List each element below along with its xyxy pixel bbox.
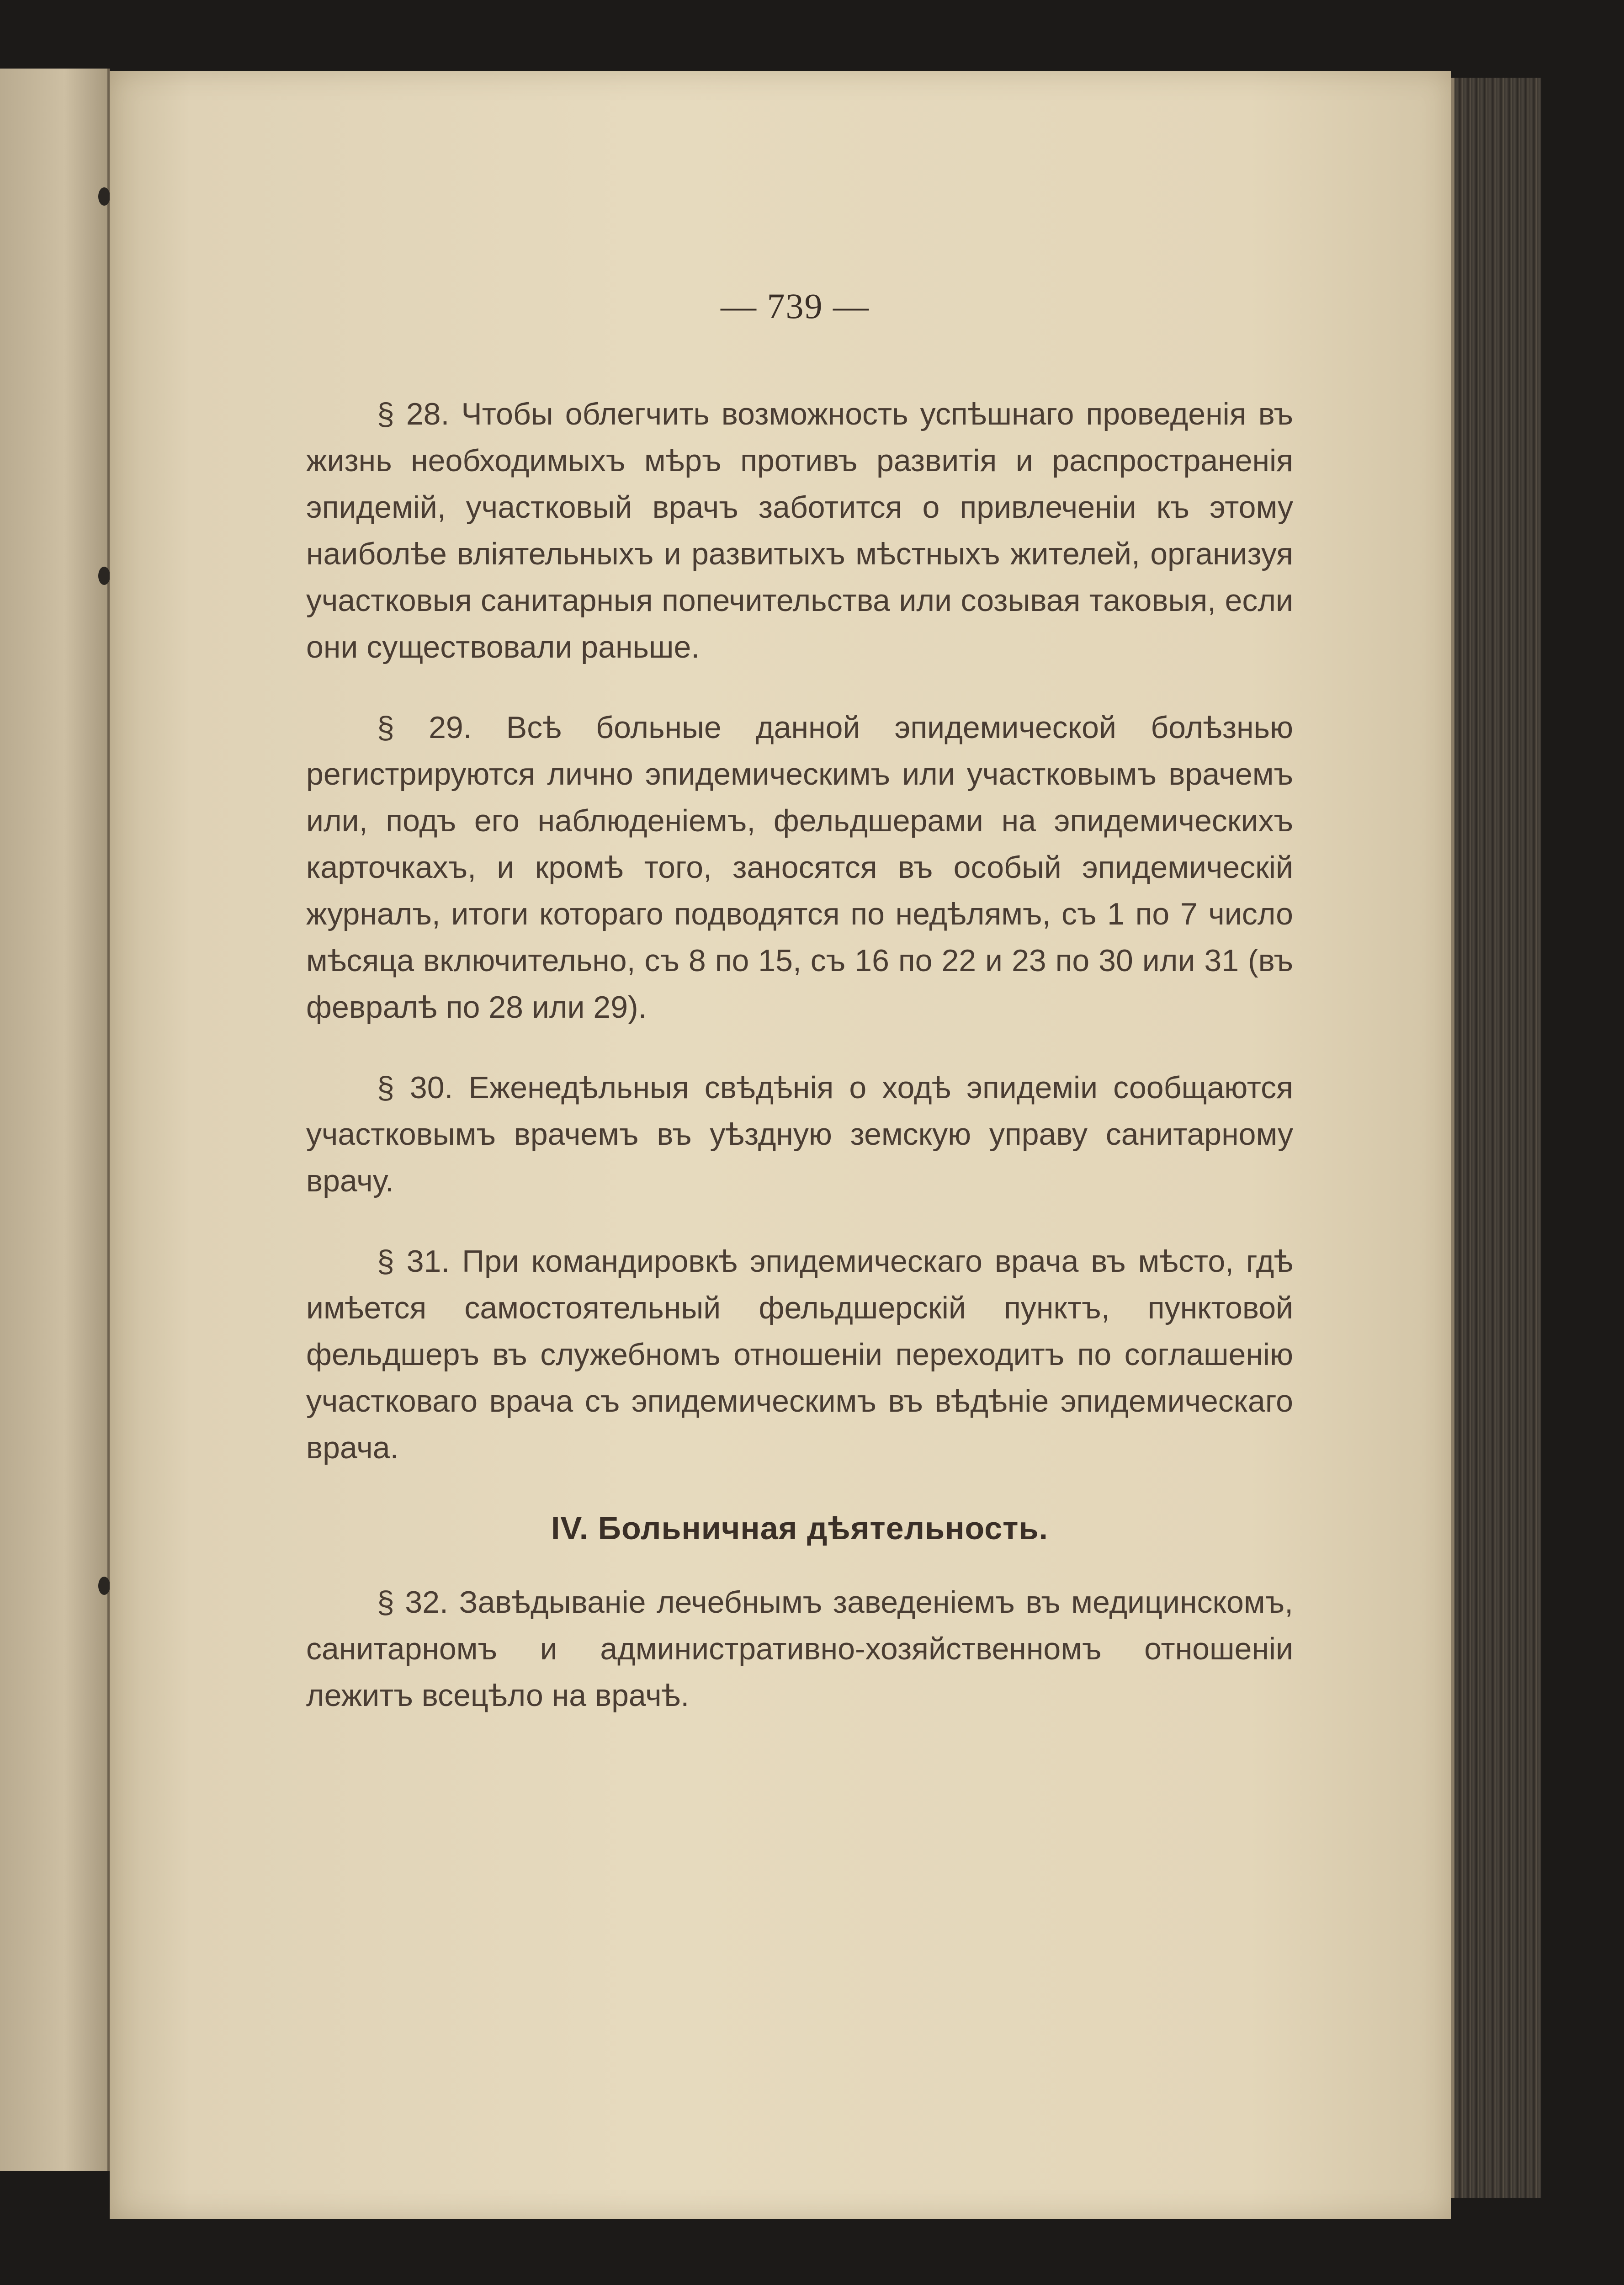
book-page — [110, 71, 1451, 2219]
page-edge-mark — [98, 1577, 110, 1595]
paragraph-32: § 32. Завѣдываніе лечебнымъ заведеніемъ въ медицинскомъ, санитарномъ и административно-хозяйственномъ отношеніи лежитъ всецѣло на врачѣ. — [306, 1585, 1293, 1713]
page-edge-mark — [98, 187, 110, 206]
previous-page-edge — [0, 69, 110, 2171]
page-number: — 739 — — [721, 286, 870, 326]
paragraph-29: § 29. Всѣ больные данной эпидемической болѣзнью регистрируются лично эпидемическимъ или участковымъ врачемъ или, подъ его наблюденіемъ, фельдшерами на эпидемическихъ карточкахъ, и кромѣ того, заносятся въ особый эпидемическій журналъ, итоги котораго подводятся по недѣлямъ, съ 1 по 7 число мѣсяца включительно, съ 8 по 15, съ 16 по 22 и 23 по 30 или 31 (въ февралѣ по 28 или 29). — [306, 710, 1293, 1025]
page-text — [306, 391, 1293, 1753]
book-page-edges — [1451, 78, 1541, 2198]
page-edge-mark — [98, 567, 110, 585]
paragraph-28: § 28. Чтобы облегчить возможность успѣшнаго проведенія въ жизнь необходимыхъ мѣръ противъ развитія и распространенія эпидемій, участковый врачъ заботится о привлеченіи къ этому наиболѣе вліятельныхъ и развитыхъ мѣстныхъ жителей, организуя участковыя санитарныя попечительства или созывая таковыя, если они существовали раньше. — [306, 397, 1293, 664]
paragraph-30: § 30. Еженедѣльныя свѣдѣнія о ходѣ эпидеміи сообщаются участковымъ врачемъ въ уѣздную земскую управу санитарному врачу. — [306, 1070, 1293, 1198]
section-heading: IV. Больничная дѣятельность. — [551, 1510, 1048, 1546]
paragraph-31: § 31. При командировкѣ эпидемическаго врача въ мѣсто, гдѣ имѣется самостоятельный фельдшерскій пунктъ, пунктовой фельдшеръ въ служебномъ отношеніи переходитъ по соглашенію участковаго врача съ эпидемическимъ въ вѣдѣніе эпидемическаго врача. — [306, 1244, 1293, 1465]
